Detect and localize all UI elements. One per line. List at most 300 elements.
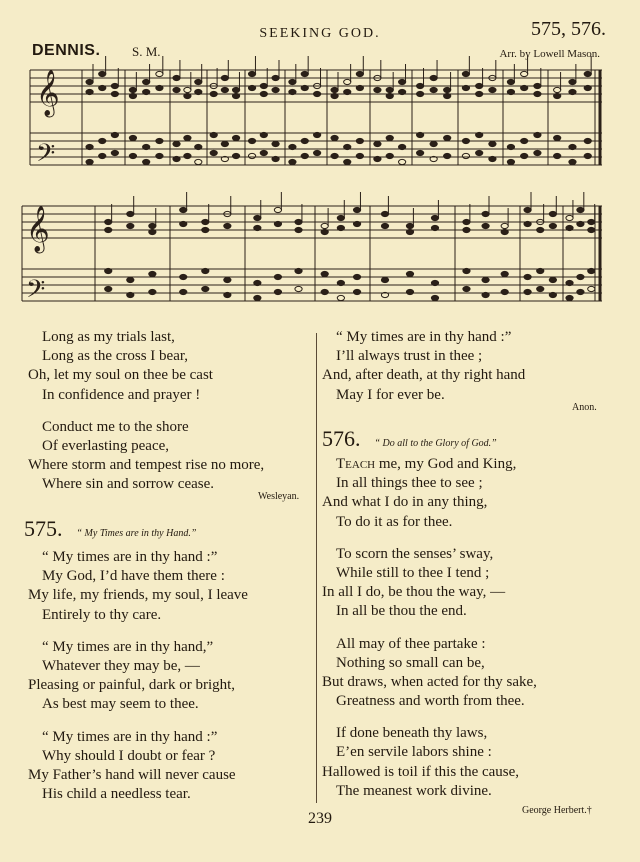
note-head [314,150,321,155]
note-head [577,274,584,279]
note-head [482,277,489,282]
note-head [554,153,561,158]
note-head [537,268,544,273]
note-head [386,93,393,98]
verse-line: “ My times are in thy hand :” [42,549,218,565]
note-head [337,295,344,300]
note-head [417,150,424,155]
note-head [156,85,163,90]
note-head [566,295,573,300]
note-head [156,138,163,143]
note-head [588,219,595,224]
stanza [28,328,264,405]
note-head [202,268,209,273]
note-head [524,289,531,294]
note-head [406,229,413,234]
note-head [127,211,134,216]
note-head [584,71,591,76]
note-head [399,159,406,164]
note-head [105,227,112,232]
note-head [462,85,469,90]
verse-line: Of everlasting peace, [42,437,170,454]
note-head [374,156,381,161]
note-head [295,219,302,224]
note-head [577,289,584,294]
note-head [501,271,508,276]
note-head [143,159,150,164]
note-head [248,71,255,76]
note-head [549,223,556,228]
note-head [534,91,541,96]
note-head [331,135,338,140]
note-head [549,277,556,282]
stanza [322,635,537,712]
note-head [344,89,351,94]
note-head [356,85,363,90]
note-head [489,87,496,92]
note-head [301,71,308,76]
note-head [111,91,118,96]
note-head [301,138,308,143]
note-head [289,79,296,84]
note-head [507,89,514,94]
note-head [444,135,451,140]
note-head [143,144,150,149]
verse-line: Where storm and tempest rise no more, [28,457,265,474]
music-score [0,0,640,310]
note-head [554,93,561,98]
hymn-576-text [322,455,537,801]
note-head [105,219,112,224]
note-head [272,141,279,146]
note-head [149,223,156,228]
note-head [462,71,469,76]
note-head [195,144,202,149]
note-head [331,87,338,92]
note-head [344,79,351,84]
note-head [501,229,508,234]
note-head [272,75,279,80]
column-divider [316,333,317,803]
note-head [105,268,112,273]
page-header-hymn-numbers: 575, 576. [531,18,606,40]
hymn-576-number: 576. [322,426,361,451]
page-number: 239 [308,810,332,827]
note-head [149,271,156,276]
note-head [180,289,187,294]
note-head [549,211,556,216]
note-head [232,153,239,158]
note-head [386,87,393,92]
note-head [105,286,112,291]
note-head [353,221,360,226]
note-head [344,144,351,149]
note-head [289,159,296,164]
note-head [173,141,180,146]
note-head [524,207,531,212]
note-head [463,268,470,273]
note-head [337,225,344,230]
note-head [417,132,424,137]
hymn-576-heading [322,426,497,452]
note-head [129,93,136,98]
note-head [337,215,344,220]
verse-line: Long as the cross I bear, [42,348,189,365]
note-head [431,215,438,220]
hymn-575-number: 575. [24,516,63,541]
verse-line: To do it as for thee. [336,513,453,530]
verse-line: My Father’s hand will never cause [28,766,236,783]
note-head [554,135,561,140]
note-head [232,93,239,98]
verse-line: And what I do in any thing, [322,494,488,511]
note-head [463,227,470,232]
note-head [549,292,556,297]
note-head [232,135,239,140]
note-head [566,280,573,285]
note-head [111,150,118,155]
note-head [566,215,573,220]
stanza [28,638,248,715]
treble-clef-icon: 𝄞 [36,70,60,116]
note-head [534,150,541,155]
verse-line: Why should I doubt or fear ? [42,747,216,764]
note-head [195,89,202,94]
note-head [501,289,508,294]
verse-line: If done beneath thy laws, [336,725,488,742]
verse-line: Greatness and worth from thee. [336,693,525,710]
note-head [149,229,156,234]
note-head [210,91,217,96]
verse-line: But draws, when acted for thy sake, [322,673,537,690]
note-head [431,280,438,285]
verse-line: “ My times are in thy hand :” [336,329,512,345]
verse-line: As best may seem to thee. [42,696,199,713]
note-head [534,132,541,137]
note-head [111,132,118,137]
verse-line: Entirely to thy care. [42,606,162,623]
note-head [127,277,134,282]
note-head [501,223,508,228]
note-head [431,225,438,230]
tune-name: DENNIS. [32,42,101,59]
verse-line: “ My times are in thy hand :” [42,728,218,745]
note-head [489,141,496,146]
note-head [274,274,281,279]
stanza [28,418,264,495]
note-head [476,132,483,137]
note-head [521,85,528,90]
note-head [295,286,302,291]
verse-line: My life, my friends, my soul, I leave [28,587,248,604]
note-head [221,75,228,80]
verse-line: Hallowed is toil if this the cause, [322,763,520,780]
note-head [295,227,302,232]
note-head [321,223,328,228]
note-head [248,138,255,143]
note-head [129,153,136,158]
author-anon: Anon. [572,402,597,413]
note-head [476,83,483,88]
verse-line: In all things thee to see ; [336,475,483,492]
note-head [507,159,514,164]
note-head [417,91,424,96]
note-head [444,87,451,92]
note-head [184,87,191,92]
note-head [260,91,267,96]
note-head [111,83,118,88]
note-head [353,207,360,212]
note-head [173,87,180,92]
note-head [588,268,595,273]
note-head [337,280,344,285]
note-head [386,153,393,158]
note-head [301,85,308,90]
bass-clef-icon: 𝄢 [36,139,56,174]
hymn-576-subtitle: “ Do all to the Glory of God.” [374,438,497,449]
note-head [430,75,437,80]
verse-line: In all I do, be thou the way, — [322,584,506,601]
note-head [331,153,338,158]
verse-line: Long as my trials last, [42,329,175,345]
note-head [444,93,451,98]
note-head [99,153,106,158]
note-head [127,223,134,228]
verse-line: Conduct me to the shore [42,418,189,435]
note-head [353,274,360,279]
hymn-575-text [28,548,248,804]
note-head [210,150,217,155]
note-head [180,207,187,212]
note-head [254,215,261,220]
note-head [314,132,321,137]
note-head [406,289,413,294]
note-head [173,156,180,161]
verse-line: “ My times are in thy hand,” [42,638,214,655]
note-head [507,144,514,149]
note-head [184,135,191,140]
note-head [406,223,413,228]
note-head [482,292,489,297]
note-head [221,141,228,146]
note-head [248,153,255,158]
note-head [476,91,483,96]
note-head [99,85,106,90]
verse-line: In all be thou the end. [336,603,467,620]
note-head [537,227,544,232]
verse-line: My God, I’d have them there : [42,568,225,585]
note-head [386,135,393,140]
note-head [381,277,388,282]
note-head [406,271,413,276]
note-head [289,89,296,94]
verse-line: While still to thee I tend ; [336,564,490,581]
note-head [224,277,231,282]
note-head [254,225,261,230]
note-head [431,295,438,300]
note-head [232,87,239,92]
verse-line: Whatever they may be, — [42,657,200,674]
stanza [28,548,248,625]
note-head [381,223,388,228]
note-head [331,93,338,98]
note-head [374,141,381,146]
note-head [524,274,531,279]
note-head [301,153,308,158]
note-head [86,159,93,164]
note-head [180,221,187,226]
stanza [322,474,537,532]
note-head [248,85,255,90]
note-head [260,83,267,88]
note-head [569,79,576,84]
note-head [444,153,451,158]
note-head [314,91,321,96]
note-head [584,138,591,143]
note-head [374,87,381,92]
page-header-title: SEEKING GOD. [259,26,381,41]
note-head [507,79,514,84]
note-head [462,153,469,158]
note-head [381,211,388,216]
note-head [274,207,281,212]
note-head [463,286,470,291]
stanza [322,545,537,622]
note-head [254,295,261,300]
note-head [295,268,302,273]
note-head [156,153,163,158]
note-head [489,156,496,161]
note-head [202,286,209,291]
hymn-576-first-line-rest: me, my God and King, [375,456,517,472]
note-head [99,138,106,143]
note-head [321,271,328,276]
note-head [430,141,437,146]
note-head [86,79,93,84]
note-head [221,87,228,92]
note-head [588,227,595,232]
note-head [195,159,202,164]
note-head [260,132,267,137]
note-head [524,221,531,226]
note-head [99,71,106,76]
note-head [143,89,150,94]
note-head [554,87,561,92]
note-head [569,89,576,94]
verse-line: The meanest work divine. [336,782,492,799]
note-head [202,219,209,224]
note-head [272,87,279,92]
stanza [28,728,248,805]
note-head [521,153,528,158]
verse-line: E’en servile labors shine : [336,744,492,761]
stanza [322,328,525,405]
note-head [584,85,591,90]
note-head [202,227,209,232]
note-head [184,153,191,158]
note-head [272,156,279,161]
verse-line: His child a needless tear. [42,786,191,803]
verse-line: All may of thee partake : [336,635,486,652]
note-head [260,150,267,155]
verse-line: In confidence and prayer ! [42,386,201,403]
hymn-576-first-word: Teach [336,456,376,472]
bass-clef-icon: 𝄢 [26,275,46,310]
note-head [274,289,281,294]
note-head [566,225,573,230]
note-head [476,150,483,155]
note-head [86,89,93,94]
note-head [254,280,261,285]
note-head [577,207,584,212]
tune-meter: S. M. [132,44,161,59]
tune-arranger: Arr. by Lowell Mason. [499,48,600,60]
note-head [482,223,489,228]
note-head [537,286,544,291]
verse-line: Oh, let my soul on thee be cast [28,367,213,384]
note-head [463,219,470,224]
note-head [356,71,363,76]
note-head [195,79,202,84]
right-column-continued [322,328,525,405]
note-head [210,132,217,137]
note-head [584,153,591,158]
stanza [322,724,537,801]
left-column-continued [28,328,264,495]
hymn-575-subtitle: “ My Times are in thy Hand.” [76,528,197,539]
note-head [482,211,489,216]
author-george-herbert: George Herbert.† [522,805,592,816]
note-head [184,93,191,98]
verse-line: I’ll always trust in thee ; [336,348,483,365]
note-head [569,144,576,149]
note-head [127,292,134,297]
treble-clef-icon: 𝄞 [26,206,50,252]
note-head [521,138,528,143]
verse-line: And, after death, at thy right hand [322,367,526,384]
note-head [129,135,136,140]
note-head [180,274,187,279]
hymn-575-heading [24,516,196,542]
note-head [173,75,180,80]
note-head [224,292,231,297]
note-head [462,138,469,143]
note-head [353,289,360,294]
note-head [430,87,437,92]
note-head [224,223,231,228]
note-head [417,83,424,88]
note-head [143,79,150,84]
note-head [577,221,584,226]
verse-line: To scorn the senses’ sway, [336,545,494,562]
note-head [569,159,576,164]
note-head [399,89,406,94]
note-head [356,153,363,158]
note-head [321,229,328,234]
note-head [274,221,281,226]
note-head [399,79,406,84]
note-head [321,289,328,294]
note-head [149,289,156,294]
note-head [588,286,595,291]
note-head [521,71,528,76]
verse-line: Pleasing or painful, dark or bright, [28,677,236,694]
note-head [289,144,296,149]
author-wesleyan: Wesleyan. [258,491,300,502]
verse-line: May I for ever be. [336,386,445,403]
note-head [156,71,163,76]
note-head [399,144,406,149]
